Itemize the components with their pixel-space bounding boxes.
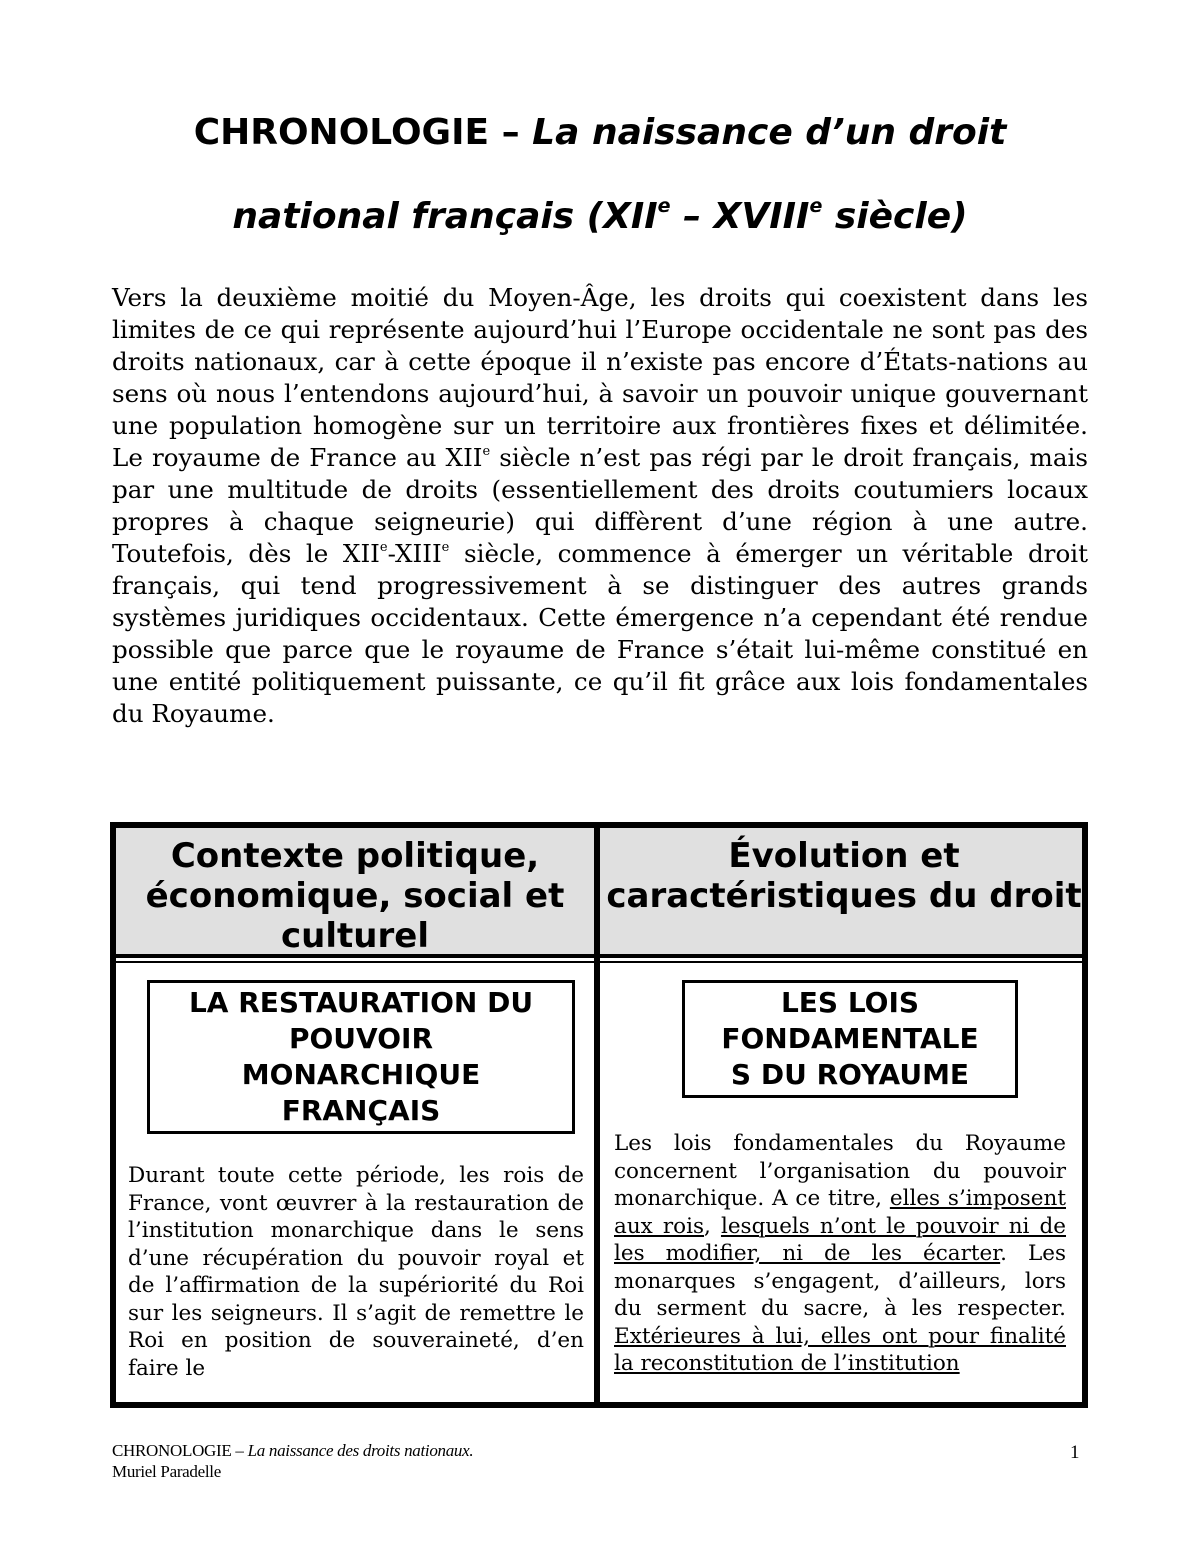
- page-footer: [112, 1440, 473, 1482]
- box-line: FRANÇAIS: [281, 1094, 441, 1127]
- box-line: S DU ROYAUME: [730, 1058, 970, 1091]
- intro-text: -XIII: [387, 539, 442, 568]
- column-heading-context: Contexte politique, économique, social et culturel: [145, 836, 565, 956]
- law-text-underlined: elles s’imposent aux rois: [614, 1186, 1066, 1239]
- box-line: LES LOIS: [780, 986, 920, 1019]
- column-heading-law: Évolution et caractéristiques du droit: [606, 836, 1082, 916]
- footer-author: Muriel Paradelle: [112, 1462, 221, 1481]
- context-cell-text: Durant toute cette période, les rois de France, vont œuvrer à la restauration de l’institution monarchique dans le sens d’une récupération du pouvoir royal et de l’affirmation de la supériorité du Roi sur les seigneurs. Il s’agit de remettre le Roi en position de souveraineté, d’en faire le: [128, 1163, 584, 1381]
- column-divider: [594, 828, 600, 1402]
- box-line: POUVOIR: [288, 1022, 434, 1055]
- footer-text: CHRONOLOGIE –: [112, 1441, 248, 1460]
- law-text-underlined: lesquels n’ont le pouvoir ni de les modifier, ni de les écarter: [614, 1213, 1066, 1266]
- law-text: ,: [704, 1213, 721, 1239]
- chronology-table: [110, 822, 1088, 1408]
- intro-sup: e: [441, 540, 450, 555]
- law-cell-text: [614, 1130, 1066, 1378]
- title-text-a: national français (XII: [232, 196, 658, 237]
- intro-paragraph: [112, 282, 1088, 730]
- intro-sup: e: [379, 540, 388, 555]
- intro-text: siècle, commence à émerger un véritable droit français, qui tend progressivement à se distinguer des autres grands systèmes juridiques occidentaux. Cette émergence n’a cependant été rendue possible que parce que le royaume de France s’était lui-même constitué en une entité politiquement puissante, ce qu’il fit grâce aux lois fondamentales du Royaume.: [112, 539, 1088, 728]
- law-text: . Les monarques s’engagent, d’ailleurs, lors du serment du sacre, à les respecter.: [614, 1241, 1066, 1321]
- title-bold: CHRONOLOGIE –: [193, 112, 520, 153]
- intro-text: siècle n’est pas régi par le droit français, mais par une multitude de droits (essentiellement des droits coutumiers locaux propres à chaque seigneurie) qui diffèrent d’une région à une autre. Toutefois, dès le XII: [112, 443, 1089, 568]
- section-box-restauration: [147, 980, 575, 1134]
- box-line: MONARCHIQUE: [241, 1058, 481, 1091]
- footer-line1: [112, 1440, 473, 1461]
- intro-sup: e: [482, 444, 491, 459]
- document-title-line1: [0, 112, 1200, 153]
- title-italic: La naissance d’un droit: [532, 112, 1007, 153]
- title-sup: e: [809, 195, 823, 217]
- title-sup: e: [657, 195, 671, 217]
- intro-text: Vers la deuxième moitié du Moyen-Âge, les droits qui coexistent dans les limites de ce qui représente aujourd’hui l’Europe occidentale ne sont pas des droits nationaux, car à cette époque il n’existe pas encore d’États-nations au sens où nous l’entendons aujourd’hui, à savoir un pouvoir unique gouvernant une population homogène sur un territoire aux frontières fixes et délimitée. Le royaume de France au XII: [112, 283, 1088, 472]
- law-text: Les lois fondamentales du Royaume concernent l’organisation du pouvoir monarchique. A ce titre,: [614, 1131, 1066, 1211]
- section-box-lois-fondamentales: [682, 980, 1018, 1098]
- page-number: 1: [1070, 1442, 1080, 1463]
- law-text-underlined: Extérieures à lui, elles ont pour finalité la reconstitution de l’institution: [614, 1323, 1066, 1376]
- box-line: FONDAMENTALE: [721, 1022, 979, 1055]
- document-title-line2: [0, 196, 1200, 237]
- box-line: LA RESTAURATION DU: [188, 986, 534, 1019]
- title-text-b: – XVIII: [670, 196, 810, 237]
- title-text-c: siècle): [822, 196, 968, 237]
- footer-italic: La naissance des droits nationaux.: [247, 1441, 474, 1460]
